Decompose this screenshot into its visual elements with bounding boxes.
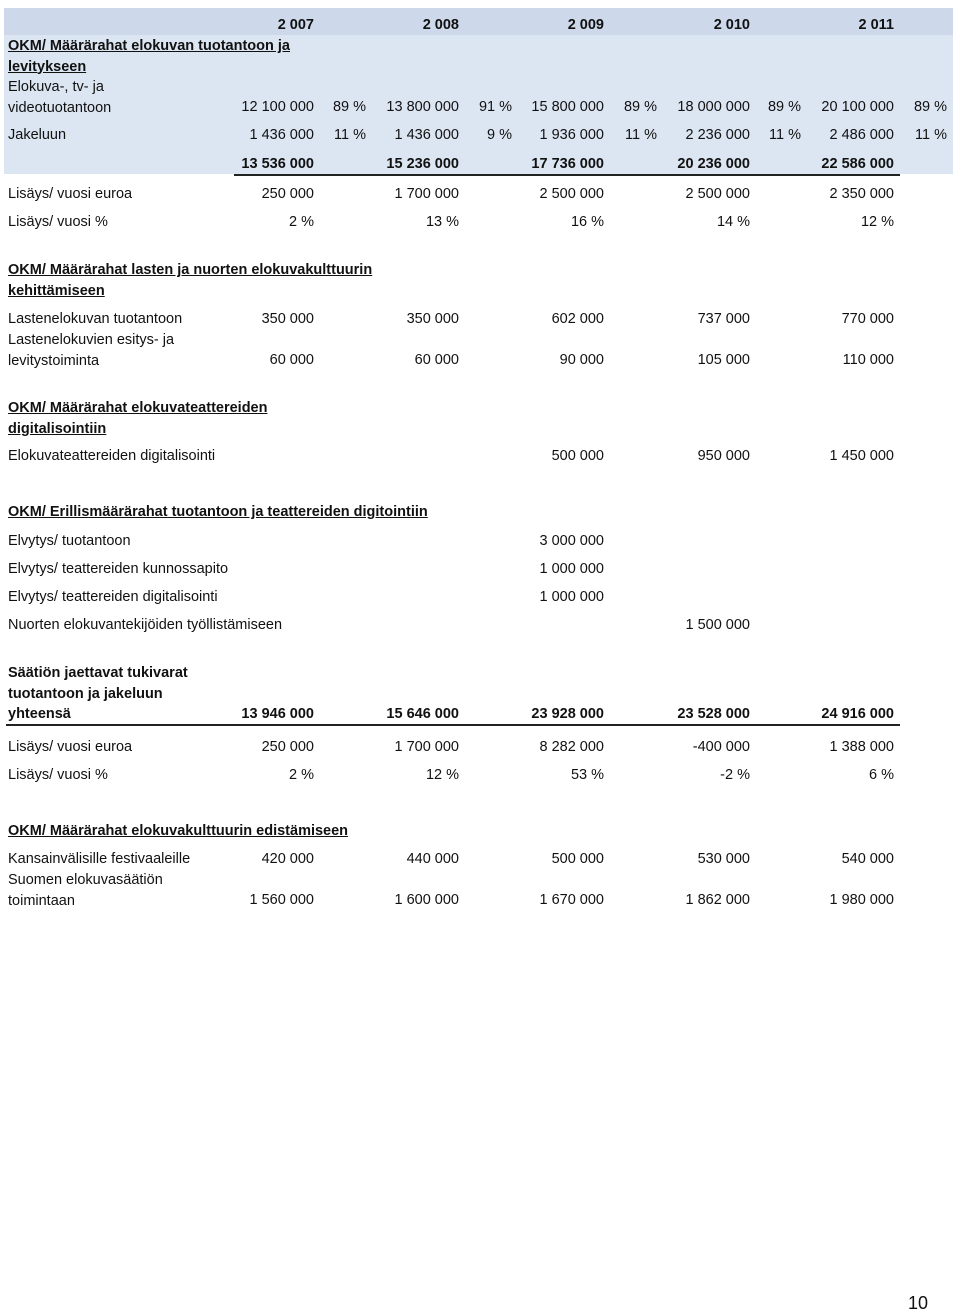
value-cell: 530 000: [697, 851, 750, 867]
percent-cell: 89 %: [913, 99, 947, 115]
percent-cell: 11 %: [625, 127, 657, 143]
value-cell: 105 000: [697, 352, 750, 368]
total-cell: 15 236 000: [386, 156, 459, 172]
value-cell: 1 560 000: [249, 892, 314, 908]
row-label: Elvytys/ teattereiden kunnossapito: [8, 561, 229, 577]
value-cell: 540 000: [841, 851, 894, 867]
percent-cell: 11 %: [915, 127, 947, 143]
value-cell: 250 000: [261, 186, 314, 202]
row-label: Elvytys/ tuotantoon: [8, 533, 131, 549]
value-cell: 8 282 000: [539, 739, 604, 755]
row-label: Suomen elokuvasäätiön toimintaan: [8, 872, 163, 909]
value-cell: 950 000: [697, 448, 750, 464]
value-cell: 53 %: [570, 767, 604, 783]
percent-cell: 11 %: [334, 127, 366, 143]
value-cell: 16 %: [570, 214, 604, 230]
row-label: Lisäys/ vuosi %: [8, 214, 108, 230]
value-cell: 12 %: [860, 214, 894, 230]
total-cell: 23 928 000: [531, 706, 604, 722]
value-cell: 2 %: [289, 767, 314, 783]
year-2009: 2 009: [567, 17, 604, 33]
value-cell: 1 936 000: [539, 127, 604, 143]
value-cell: 1 000 000: [539, 589, 604, 605]
year-2010: 2 010: [713, 17, 750, 33]
row-label: Kansainvälisille festivaaleille: [8, 851, 191, 867]
value-cell: -2 %: [720, 767, 750, 783]
value-cell: 2 350 000: [829, 186, 894, 202]
value-cell: 1 450 000: [829, 448, 894, 464]
grand-total-underline: [6, 724, 900, 726]
section5-title: Säätiön jaettavat tukivarat tuotantoon ja jakeluun yhteensä: [8, 665, 188, 722]
percent-cell: 11 %: [769, 127, 801, 143]
total-cell: 17 736 000: [531, 156, 604, 172]
value-cell: 1 980 000: [829, 892, 894, 908]
value-cell: 440 000: [406, 851, 459, 867]
total-underline: [234, 174, 900, 176]
year-2008: 2 008: [422, 17, 459, 33]
value-cell: 2 %: [289, 214, 314, 230]
value-cell: 1 862 000: [685, 892, 750, 908]
percent-cell: 89 %: [623, 99, 657, 115]
total-cell: 20 236 000: [677, 156, 750, 172]
value-cell: 1 436 000: [394, 127, 459, 143]
row-label: Lastenelokuvien esitys- ja levitystoiminta: [8, 332, 175, 369]
value-cell: 602 000: [551, 311, 604, 327]
value-cell: 6 %: [869, 767, 894, 783]
section3-title: OKM/ Määrärahat elokuvateattereiden digitalisointiin: [8, 400, 268, 437]
value-cell: 1 600 000: [394, 892, 459, 908]
value-cell: 12 100 000: [241, 99, 314, 115]
value-cell: 20 100 000: [821, 99, 894, 115]
percent-cell: 91 %: [478, 99, 512, 115]
value-cell: 13 800 000: [386, 99, 459, 115]
value-cell: 18 000 000: [677, 99, 750, 115]
value-cell: 737 000: [697, 311, 750, 327]
percent-cell: 89 %: [332, 99, 366, 115]
row-label: Lisäys/ vuosi euroa: [8, 186, 133, 202]
value-cell: 2 236 000: [685, 127, 750, 143]
value-cell: 3 000 000: [539, 533, 604, 549]
year-2007: 2 007: [277, 17, 314, 33]
row-label: Elokuva-, tv- ja videotuotantoon: [8, 79, 112, 116]
total-cell: 23 528 000: [677, 706, 750, 722]
section2-title: OKM/ Määrärahat lasten ja nuorten elokuvakulttuurin kehittämiseen: [8, 262, 373, 299]
total-cell: 22 586 000: [821, 156, 894, 172]
year-2011: 2 011: [858, 17, 894, 33]
value-cell: 500 000: [551, 448, 604, 464]
value-cell: 350 000: [261, 311, 314, 327]
row-label: Elvytys/ teattereiden digitalisointi: [8, 589, 218, 605]
value-cell: 1 388 000: [829, 739, 894, 755]
value-cell: 1 700 000: [394, 186, 459, 202]
value-cell: 1 436 000: [249, 127, 314, 143]
value-cell: 770 000: [841, 311, 894, 327]
value-cell: 2 500 000: [539, 186, 604, 202]
value-cell: 110 000: [842, 352, 894, 368]
value-cell: 2 486 000: [829, 127, 894, 143]
value-cell: 2 500 000: [685, 186, 750, 202]
value-cell: 420 000: [261, 851, 314, 867]
value-cell: 12 %: [425, 767, 459, 783]
value-cell: 1 500 000: [685, 617, 750, 633]
page-number: 10: [907, 1293, 928, 1313]
row-label: Jakeluun: [8, 127, 67, 143]
value-cell: 14 %: [716, 214, 750, 230]
total-cell: 13 946 000: [241, 706, 314, 722]
section1-title: OKM/ Määrärahat elokuvan tuotantoon ja levitykseen: [8, 38, 290, 75]
row-label: Nuorten elokuvantekijöiden työllistämiseen: [8, 617, 283, 633]
value-cell: 60 000: [269, 352, 314, 368]
total-cell: 13 536 000: [241, 156, 314, 172]
value-cell: 250 000: [261, 739, 314, 755]
value-cell: 350 000: [406, 311, 459, 327]
section4-title: OKM/ Erillismäärärahat tuotantoon ja teattereiden digitointiin: [8, 504, 428, 520]
row-label: Lisäys/ vuosi euroa: [8, 739, 133, 755]
section6-title: OKM/ Määrärahat elokuvakulttuurin edistämiseen: [8, 823, 349, 839]
row-label: Lisäys/ vuosi %: [8, 767, 108, 783]
value-cell: 1 000 000: [539, 561, 604, 577]
total-cell: 24 916 000: [821, 706, 894, 722]
percent-cell: 89 %: [767, 99, 801, 115]
row-label: Elokuvateattereiden digitalisointi: [8, 448, 216, 464]
value-cell: 90 000: [559, 352, 604, 368]
row-label: Lastenelokuvan tuotantoon: [8, 311, 183, 327]
value-cell: 500 000: [551, 851, 604, 867]
value-cell: 13 %: [425, 214, 459, 230]
value-cell: -400 000: [692, 739, 750, 755]
percent-cell: 9 %: [487, 127, 512, 143]
value-cell: 15 800 000: [531, 99, 604, 115]
value-cell: 1 700 000: [394, 739, 459, 755]
value-cell: 60 000: [414, 352, 459, 368]
value-cell: 1 670 000: [539, 892, 604, 908]
total-cell: 15 646 000: [386, 706, 459, 722]
